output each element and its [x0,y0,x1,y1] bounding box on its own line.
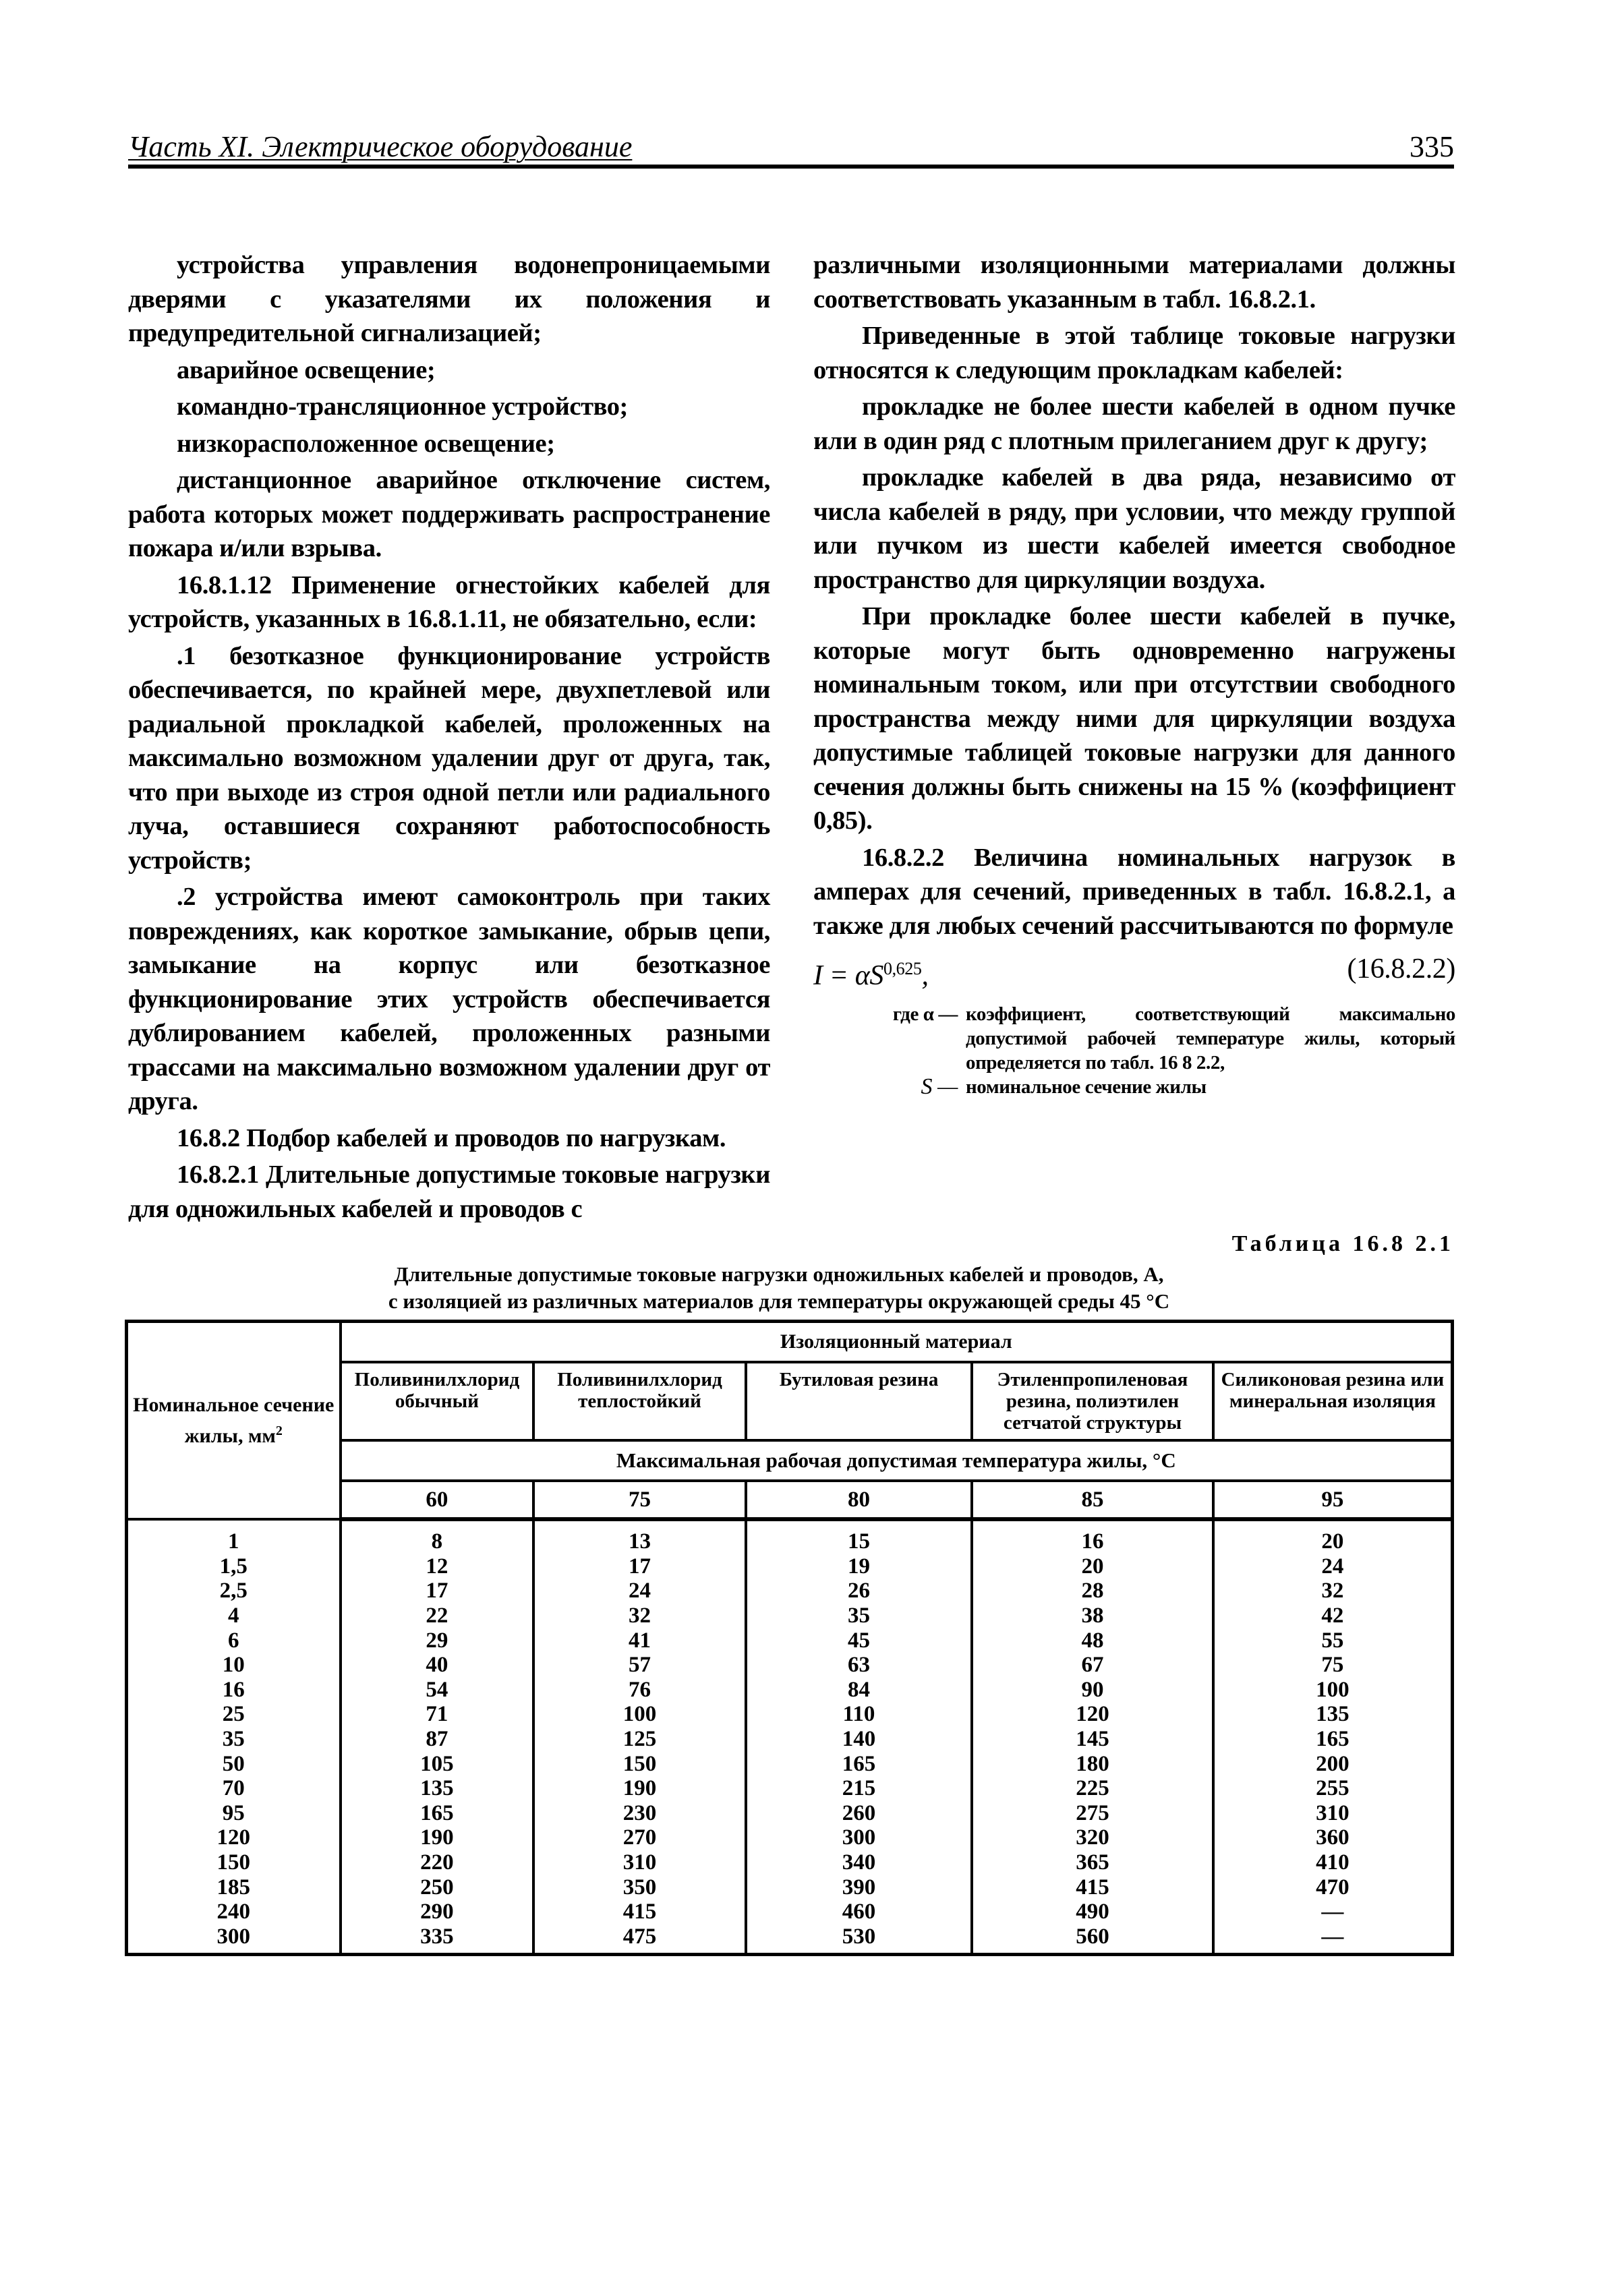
current-value-cell: 75 [1213,1653,1453,1678]
current-value-cell: 28 [972,1579,1213,1603]
current-value-cell: 120 [972,1702,1213,1727]
paragraph: дистанционное аварийное отключение систем, работа которых может поддерживать распространение пожара и/или взрыва. [128,466,770,562]
formula-legend [813,1002,1455,1100]
current-value-cell: 350 [533,1875,746,1900]
current-value-cell: 365 [972,1850,1213,1875]
right-column [813,248,1455,1100]
table-row [127,1776,1453,1801]
current-value-cell: 87 [341,1727,534,1752]
cross-section-cell: 2,5 [127,1579,341,1603]
current-value-cell: 225 [972,1776,1213,1801]
clause-text: Длительные допустимые токовые нагрузки для одножильных кабелей и проводов с [128,1160,770,1223]
table-row [127,1653,1453,1678]
table-row [127,1519,1453,1554]
current-value-cell: 38 [972,1603,1213,1628]
table-row [127,1702,1453,1727]
cross-section-cell: 1 [127,1519,341,1554]
current-value-cell: 57 [533,1653,746,1678]
table-caption-line-2: с изоляцией из различных материалов для температуры окружающей среды 45 °C [388,1289,1170,1313]
current-value-cell: — [1213,1900,1453,1924]
cross-section-cell: 6 [127,1628,341,1653]
cross-section-cell: 10 [127,1653,341,1678]
current-value-cell: 29 [341,1628,534,1653]
current-value-cell: 41 [533,1628,746,1653]
temperature-value: 60 [341,1481,534,1519]
equation-number: (16.8.2.2) [1347,953,1455,984]
paragraph: командно-трансляционное устройство; [177,392,628,421]
current-value-cell: 105 [341,1751,534,1776]
paragraph: различными изоляционными материалами должны соответствовать указанным в табл. 16.8.2.1. [813,251,1455,314]
current-value-cell: 13 [533,1519,746,1554]
current-value-cell: 335 [341,1924,534,1955]
clause-text: Применение огнестойких кабелей для устройств, указанных в 16.8.1.11, не обязательно, если: [128,570,770,633]
legend-text: номинальное сечение жилы [966,1076,1207,1098]
current-value-cell: 260 [746,1801,972,1826]
current-value-cell: 470 [1213,1875,1453,1900]
current-value-cell: 110 [746,1702,972,1727]
list-number: .1 [177,641,196,670]
paragraph: прокладке не более шести кабелей в одном пучке или в один ряд с плотным прилеганием друг к другу; [813,392,1455,455]
paragraph: устройства управления водонепроницаемыми дверями с указателями их положения и предупредительной сигнализацией; [128,251,770,347]
current-value-cell: 100 [1213,1678,1453,1703]
current-value-cell: 20 [972,1554,1213,1579]
cross-section-cell: 16 [127,1678,341,1703]
current-value-cell: 24 [533,1579,746,1603]
legend-symbol: где α — [892,1003,958,1025]
temperature-value: 95 [1213,1481,1453,1519]
legend-symbol-text: S — [921,1074,958,1099]
list-item-1 [128,639,770,878]
table-row [127,1924,1453,1955]
temperature-value: 85 [972,1481,1213,1519]
legend-row-alpha [813,1002,1455,1075]
list-text: устройства имеют самоконтроль при таких повреждениях, как короткое замыкание, обрыв цепи, замыкание на корпус или безотказное функционирование этих устройств обеспечивается дублированием кабелей, проложенных разными трассами на максимально возможном удалении друг от друга. [128,883,770,1115]
paragraph: При прокладке более шести кабелей в пучке, которые могут быть одновременно нагружены номинальным током, или при отсутствии свободного пространства между ними для циркуляции воздуха допустимые таблицей токовые нагрузки для данного сечения должны быть снижены на 15 % (коэффициент 0,85). [813,602,1455,835]
cross-section-cell: 35 [127,1727,341,1752]
current-value-cell: 530 [746,1924,972,1955]
cross-section-cell: 150 [127,1850,341,1875]
chapter-title: Часть XI. Электрическое оборудование [128,130,633,163]
current-value-cell: 42 [1213,1603,1453,1628]
stub-header-sup: 2 [275,1423,283,1438]
clause-16-8-1-12 [128,568,770,637]
table-row [127,1900,1453,1924]
current-value-cell: 250 [341,1875,534,1900]
current-value-cell: 17 [341,1579,534,1603]
legend-text: коэффициент, соответствующий максимально допустимой рабочей температуре жилы, который определяется по табл. 16 8 2.2, [966,1003,1455,1073]
current-value-cell: 19 [746,1554,972,1579]
current-value-cell: 150 [533,1751,746,1776]
current-value-cell: 165 [746,1751,972,1776]
formula-lhs: I = αS [813,960,883,991]
temperature-value: 75 [533,1481,746,1519]
table-row [127,1678,1453,1703]
current-value-cell: 45 [746,1628,972,1653]
current-value-cell: 12 [341,1554,534,1579]
current-value-cell: 290 [341,1900,534,1924]
list-number: .2 [177,883,196,911]
cross-section-cell: 240 [127,1900,341,1924]
table-row [127,1579,1453,1603]
formula [813,952,1455,993]
formula-exponent: 0,625 [883,959,922,978]
current-value-cell: 310 [533,1850,746,1875]
current-value-cell: 320 [972,1825,1213,1850]
table-row [127,1751,1453,1776]
table-label: Таблица 16.8 2.1 [1231,1231,1454,1256]
current-value-cell: 15 [746,1519,972,1554]
cross-section-cell: 95 [127,1801,341,1826]
current-value-cell: 490 [972,1900,1213,1924]
current-value-cell: 230 [533,1801,746,1826]
current-value-cell: 180 [972,1751,1213,1776]
current-value-cell: 275 [972,1801,1213,1826]
current-value-cell: 415 [972,1875,1213,1900]
current-value-cell: 48 [972,1628,1213,1653]
cross-section-cell: 185 [127,1875,341,1900]
material-name: Поливинилхлорид теплостойкий [533,1362,746,1440]
current-value-cell: 35 [746,1603,972,1628]
current-value-cell: 22 [341,1603,534,1628]
temperature-header: Максимальная рабочая допустимая температура жилы, °C [341,1440,1453,1481]
current-value-cell: 270 [533,1825,746,1850]
clause-number: 16.8.2.2 [862,843,944,872]
table-row [127,1875,1453,1900]
paragraph: Приведенные в этой таблице токовые нагрузки относятся к следующим прокладкам кабелей: [813,322,1455,384]
current-value-cell: 84 [746,1678,972,1703]
current-value-cell: 415 [533,1900,746,1924]
current-value-cell: 475 [533,1924,746,1955]
current-value-cell: 460 [746,1900,972,1924]
material-name: Бутиловая резина [746,1362,972,1440]
cross-section-cell: 50 [127,1751,341,1776]
current-value-cell: 76 [533,1678,746,1703]
temperature-value: 80 [746,1481,972,1519]
current-value-cell: 24 [1213,1554,1453,1579]
current-value-cell: 135 [341,1776,534,1801]
formula-trail: , [921,960,929,991]
current-value-cell: 55 [1213,1628,1453,1653]
current-value-cell: 135 [1213,1702,1453,1727]
current-value-cell: 215 [746,1776,972,1801]
current-value-cell: 165 [341,1801,534,1826]
stub-header [127,1322,341,1520]
current-value-cell: 16 [972,1519,1213,1554]
current-value-cell: 360 [1213,1825,1453,1850]
formula-expression [813,952,929,993]
current-value-cell: 8 [341,1519,534,1554]
paragraph: низкорасположенное освещение; [177,429,555,458]
table-body [127,1519,1453,1955]
cross-section-cell: 1,5 [127,1554,341,1579]
current-value-cell: 90 [972,1678,1213,1703]
current-load-table [125,1320,1454,1956]
cross-section-cell: 25 [127,1702,341,1727]
table-row [127,1554,1453,1579]
current-value-cell: 200 [1213,1751,1453,1776]
current-value-cell: 390 [746,1875,972,1900]
current-value-cell: 340 [746,1850,972,1875]
current-value-cell: 40 [341,1653,534,1678]
current-value-cell: 560 [972,1924,1213,1955]
current-value-cell: — [1213,1924,1453,1955]
current-value-cell: 20 [1213,1519,1453,1554]
paragraph: прокладке кабелей в два ряда, независимо от числа кабелей в ряду, при условии, что между группой или пучком из шести кабелей имеется свободное пространство для циркуляции воздуха. [813,463,1455,594]
material-name: Силиконовая резина или минеральная изоляция [1213,1362,1453,1440]
list-item-2 [128,880,770,1119]
running-head [128,129,1454,169]
table-row [127,1628,1453,1653]
cross-section-cell: 300 [127,1924,341,1955]
list-text: безотказное функционирование устройств обеспечивается, по крайней мере, двухпетлевой или радиальной прокладкой кабелей, проложенных на максимально возможном удалении друг от друга, так, что при выходе из строя одной петли или радиального луча, оставшиеся сохраняют работоспособность устройств; [128,641,770,875]
legend-symbol [813,1075,966,1100]
current-value-cell: 190 [341,1825,534,1850]
clause-16-8-2-2 [813,841,1455,943]
table-row [127,1850,1453,1875]
material-name: Этиленпропиленовая резина, полиэтилен сетчатой структуры [972,1362,1213,1440]
current-value-cell: 145 [972,1727,1213,1752]
cross-section-cell: 120 [127,1825,341,1850]
table-row [127,1603,1453,1628]
stub-header-text: Номинальное сечение жилы, мм [133,1393,335,1447]
current-value-cell: 32 [1213,1579,1453,1603]
current-value-cell: 17 [533,1554,746,1579]
cross-section-cell: 4 [127,1603,341,1628]
current-value-cell: 54 [341,1678,534,1703]
clause-16-8-2-1 [128,1158,770,1226]
current-value-cell: 26 [746,1579,972,1603]
table-caption [337,1261,1221,1315]
current-value-cell: 300 [746,1825,972,1850]
current-value-cell: 63 [746,1653,972,1678]
current-value-cell: 71 [341,1702,534,1727]
current-value-cell: 190 [533,1776,746,1801]
current-value-cell: 255 [1213,1776,1453,1801]
paragraph: аварийное освещение; [177,355,436,384]
current-value-cell: 67 [972,1653,1213,1678]
material-header: Изоляционный материал [341,1322,1453,1363]
clause-number: 16.8.1.12 [177,570,272,599]
table-caption-line-1: Длительные допустимые токовые нагрузки одножильных кабелей и проводов, А, [394,1262,1164,1286]
page-number: 335 [1410,130,1454,163]
current-value-cell: 310 [1213,1801,1453,1826]
table-row [127,1825,1453,1850]
material-name: Поливинилхлорид обычный [341,1362,534,1440]
current-value-cell: 140 [746,1727,972,1752]
current-value-cell: 32 [533,1603,746,1628]
section-heading: 16.8.2 Подбор кабелей и проводов по нагрузкам. [177,1123,726,1152]
current-value-cell: 410 [1213,1850,1453,1875]
table-row [127,1801,1453,1826]
table-row [127,1727,1453,1752]
clause-number: 16.8.2.1 [177,1160,259,1189]
current-value-cell: 220 [341,1850,534,1875]
left-column [128,248,770,1229]
clause-text: Величина номинальных нагрузок в амперах для сечений, приведенных в табл. 16.8.2.1, а также для любых сечений рассчитываются по формуле [813,843,1455,940]
current-value-cell: 165 [1213,1727,1453,1752]
legend-row-s [813,1075,1455,1100]
header-row-material [127,1322,1453,1363]
current-value-cell: 100 [533,1702,746,1727]
current-value-cell: 125 [533,1727,746,1752]
cross-section-cell: 70 [127,1776,341,1801]
